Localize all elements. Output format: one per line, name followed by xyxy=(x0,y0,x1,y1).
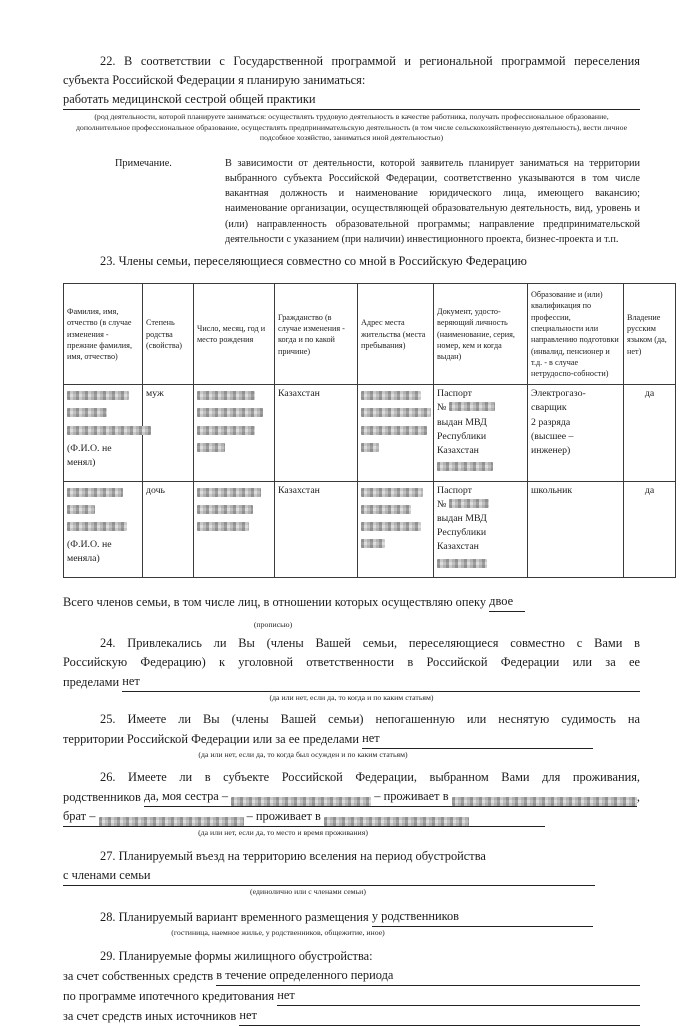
column-header: Гражданство (в случае изменения - когда и по какой причине) xyxy=(275,284,358,385)
form-item-29 xyxy=(63,947,640,1026)
table-cell xyxy=(194,385,275,481)
item-22-line2: субъекта Российской Федерации я планирую заниматься: xyxy=(63,73,366,87)
column-header: Владение русским языком (да, нет) xyxy=(624,284,676,385)
redacted-text xyxy=(67,522,127,531)
item-28-label: 28. Планируемый вариант временного размещения xyxy=(100,910,369,925)
family-member-row xyxy=(64,385,676,481)
table-cell: Казахстан xyxy=(275,481,358,577)
item-26-answer-line1 xyxy=(63,787,640,807)
table-cell: (Ф.И.О. не менял) xyxy=(64,385,143,481)
column-header: Число, месяц, год и место рождения xyxy=(194,284,275,385)
table-cell: школьник xyxy=(528,481,624,577)
table-cell: да xyxy=(624,385,676,481)
form-item-22 xyxy=(63,52,640,144)
redacted-text xyxy=(67,426,151,435)
redacted-text xyxy=(437,462,493,471)
item-27-answer-line xyxy=(63,866,595,886)
note-label: Примечание. xyxy=(115,157,172,169)
redacted-text xyxy=(361,488,423,497)
filled-value: двое xyxy=(489,592,525,612)
form-item-28 xyxy=(63,907,640,939)
item-26-label: родственников xyxy=(63,790,141,805)
total-family-label: Всего членов семьи, в том числе лиц, в отношении которых осуществляю опеку xyxy=(63,594,487,609)
filled-value: у родственников xyxy=(372,907,593,927)
redacted-text xyxy=(361,408,431,417)
item-24-line1: 24. Привлекались ли Вы (члены Вашей семьи, переселяющиеся совместно с Вами в xyxy=(100,636,640,651)
total-family-line xyxy=(63,592,525,612)
table-cell xyxy=(358,481,434,577)
redacted-text xyxy=(197,426,255,435)
redacted-text xyxy=(197,408,263,417)
redacted-text xyxy=(231,797,371,806)
redacted-text xyxy=(99,817,244,826)
filled-value: брат – – проживает в xyxy=(63,807,545,827)
field-hint: (да или нет, если да, то когда и по каким статьям) xyxy=(269,693,434,703)
table-cell xyxy=(358,385,434,481)
redacted-text xyxy=(361,391,421,400)
table-cell: Казахстан xyxy=(275,385,358,481)
redacted-text xyxy=(361,426,427,435)
item-27-line1: 27. Планируемый въезд на территорию вселения на период обустройства xyxy=(100,848,486,863)
redacted-text xyxy=(361,522,421,531)
column-header: Образование и (или) квалификация по профессии, специальности или направлению подготовки (инвалид, пенсионер и т.д. - в случае нетрудоспо-собности) xyxy=(528,284,624,385)
redacted-text xyxy=(67,505,95,514)
family-members-table xyxy=(63,283,676,577)
column-header: Степень родства (свойства) xyxy=(143,284,194,385)
filled-value: нет xyxy=(122,672,640,692)
item-29-label: по программе ипотечного кредитования xyxy=(63,988,275,1003)
table-header-row xyxy=(64,284,676,385)
item-23-title: 23. Члены семьи, переселяющиеся совместно со мной в Российскую Федерацию xyxy=(100,254,527,269)
redacted-text xyxy=(197,488,261,497)
table-cell: (Ф.И.О. не меняла) xyxy=(64,481,143,577)
item-25-label: территории Российской Федерации или за ее пределами xyxy=(63,731,359,746)
item-29-title: 29. Планируемые формы жилищного обустройства: xyxy=(100,948,373,963)
field-hint: (единолично или с членами семьи) xyxy=(250,886,366,896)
item-29-label: за счет средств иных источников xyxy=(63,1008,237,1023)
form-item-26 xyxy=(63,768,640,839)
column-header: Фамилия, имя, отчество (в случае изменения - прежние фамилия, имя, отчество) xyxy=(64,284,143,385)
table-cell: муж xyxy=(143,385,194,481)
filled-value: нет xyxy=(277,986,640,1006)
field-hint: (да или нет, если да, то место и время проживания) xyxy=(198,828,368,838)
table-cell: Паспорт № выдан МВД Республики Казахстан xyxy=(434,385,528,481)
redacted-text xyxy=(449,402,495,411)
filled-value: с членами семьи xyxy=(63,866,595,886)
filled-value: нет xyxy=(239,1006,640,1026)
redacted-text xyxy=(361,505,411,514)
redacted-text xyxy=(197,443,225,452)
form-item-25 xyxy=(63,710,640,761)
item-22-answer-line xyxy=(63,90,640,110)
redacted-text xyxy=(197,505,253,514)
item-28-answer-line xyxy=(63,907,593,927)
item-29-line-other-sources xyxy=(63,1006,640,1026)
field-hint: (да или нет, если да, то когда был осужден и по каким статьям) xyxy=(198,749,408,759)
redacted-text xyxy=(324,817,469,826)
filled-value: нет xyxy=(362,729,593,749)
comma: , xyxy=(636,790,640,805)
form-content xyxy=(63,52,667,1026)
redacted-text xyxy=(452,797,637,806)
filled-value: да, моя сестра – – проживает в xyxy=(144,787,637,807)
note-block xyxy=(63,156,640,248)
column-header: Документ, удосто-веряющий личность (наименование, серия, номер, кем и когда выдан) xyxy=(434,284,528,385)
note-text: В зависимости от деятельности, которой заявитель планирует заниматься на территории выбранного субъекта Российской Федерации, соответственно указываются в том числе вакантная должность и наименование юридического лица, имеющего вакансию; наименование организации, осуществляющей образовательную деятельность, вид, уровень и (или) направленность образовательной программы; направление предпринимательской деятельности с указанием (при наличии) инвестиционного проекта, бизнес-проекта и т.п. xyxy=(225,157,640,245)
redacted-text xyxy=(361,443,379,452)
item-24-line2: Российскую Федерацию) к уголовной ответственности в Российской Федерации или за ее xyxy=(63,655,640,670)
family-member-row xyxy=(64,481,676,577)
item-29-label: за счет собственных средств xyxy=(63,968,214,983)
item-29-line-own-funds xyxy=(63,966,640,986)
field-hint: (прописью) xyxy=(253,619,293,629)
field-hint: (род деятельности, которой планируете заниматься: осуществлять трудовую деятельность в качестве работника, получать профессиональное образование, дополнительное профессиональное образование, осуществлять предпринимательскую деятельность (в том числе сельскохозяйственную деятельность), вести личное подсобное хозяйство, заниматься иной деятельностью) xyxy=(75,112,628,142)
item-24-label: пределами xyxy=(63,675,120,690)
table-cell: да xyxy=(624,481,676,577)
field-hint: (гостиница, наемное жилье, у родственников, общежитие, иное) xyxy=(171,928,385,938)
redacted-text xyxy=(67,391,129,400)
item-25-line1: 25. Имеете ли Вы (члены Вашей семьи) непогашенную или неснятую судимость на xyxy=(100,711,640,726)
redacted-text xyxy=(197,522,249,531)
item-25-answer-line xyxy=(63,729,593,749)
item-22-line1: 22. В соответствии с Государственной программой и региональной программой переселения xyxy=(100,54,640,68)
item-24-answer-line xyxy=(63,672,640,692)
item-29-line-mortgage xyxy=(63,986,640,1006)
item-26-line1: 26. Имеете ли в субъекте Российской Федерации, выбранном Вами для проживания, xyxy=(100,770,640,785)
redacted-text xyxy=(67,408,107,417)
redacted-text xyxy=(437,559,487,568)
filled-value: в течение определенного периода xyxy=(216,966,640,986)
form-item-24 xyxy=(63,634,640,704)
redacted-text xyxy=(67,488,123,497)
table-cell: дочь xyxy=(143,481,194,577)
filled-value: работать медицинской сестрой общей практики xyxy=(63,90,640,110)
table-cell: Паспорт № выдан МВД Республики Казахстан xyxy=(434,481,528,577)
column-header: Адрес места жительства (места пребывания) xyxy=(358,284,434,385)
form-item-27 xyxy=(63,847,640,898)
item-26-answer-line2 xyxy=(63,807,545,827)
redacted-text xyxy=(361,539,385,548)
redacted-text xyxy=(197,391,255,400)
redacted-text xyxy=(449,499,489,508)
table-cell xyxy=(194,481,275,577)
table-cell: Электрогазо- сварщик 2 разряда (высшее – инженер) xyxy=(528,385,624,481)
